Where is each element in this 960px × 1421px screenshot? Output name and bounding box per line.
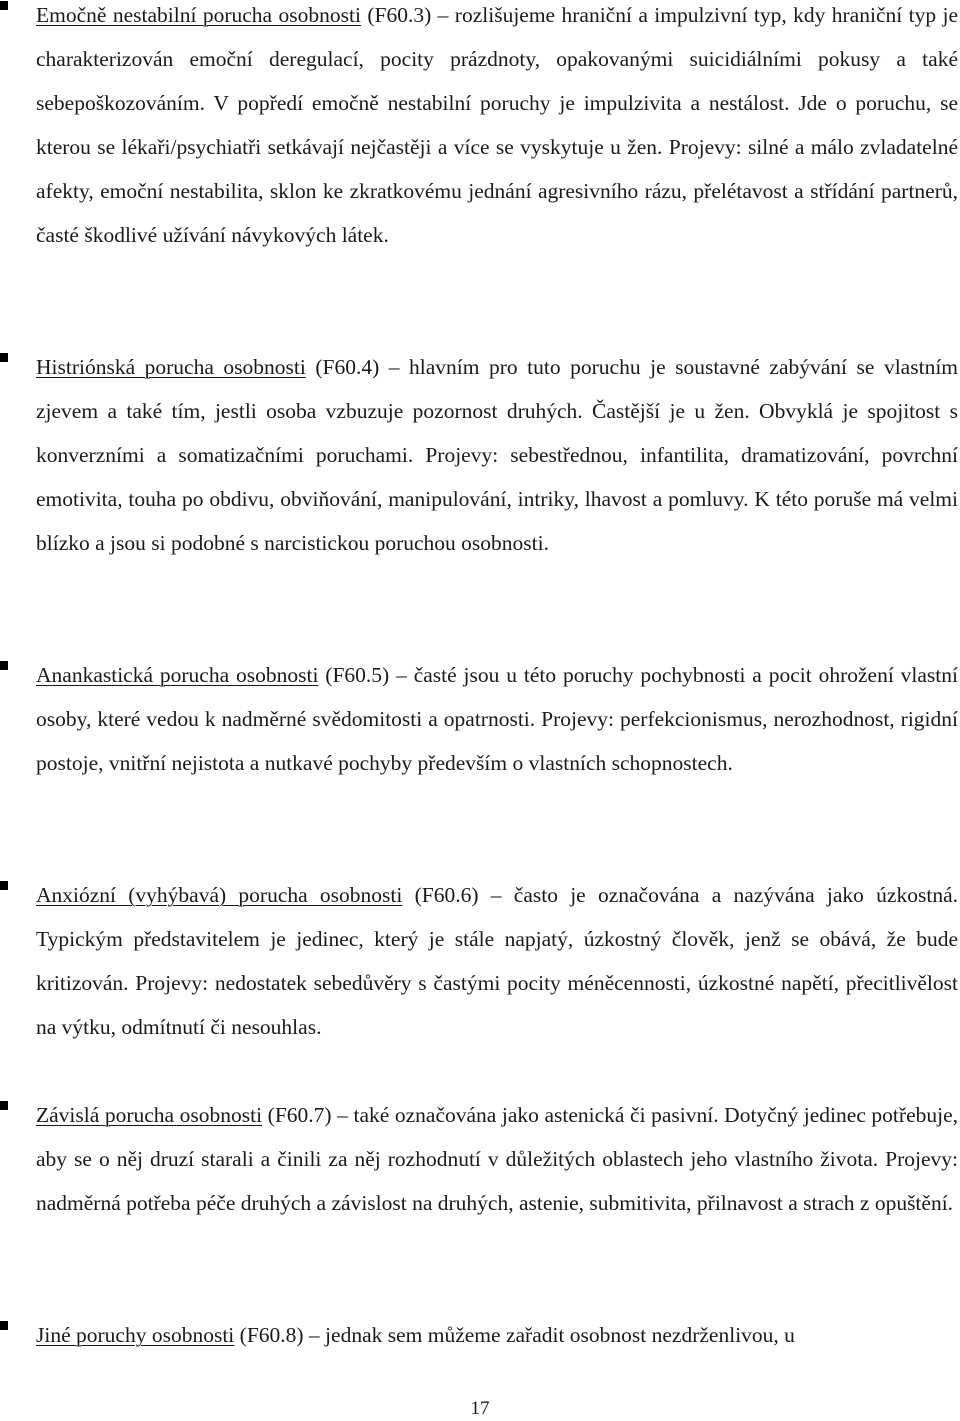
paragraph [36, 873, 958, 1049]
term-heading: Jiné poruchy osobnosti [36, 1323, 235, 1347]
term-heading: Emočně nestabilní porucha osobnosti [36, 3, 361, 27]
term-heading: Anankastická porucha osobnosti [36, 663, 319, 687]
list-item [0, 0, 960, 257]
paragraph [36, 1093, 958, 1225]
list-item [0, 653, 960, 785]
paragraph-body: (F60.8) – jednak sem můžeme zařadit osobnost nezdrženlivou, u [234, 1323, 795, 1347]
bullet-icon [0, 353, 8, 362]
page-number: 17 [470, 1398, 490, 1419]
paragraph [36, 653, 958, 785]
list-item [0, 1313, 960, 1357]
paragraph [36, 0, 958, 257]
paragraph [36, 1313, 958, 1357]
term-heading: Histriónská porucha osobnosti [36, 355, 306, 379]
list-item [0, 873, 960, 1049]
paragraph-body: (F60.3) – rozlišujeme hraniční a impulzivní typ, kdy hraniční typ je charakterizován emoční deregulací, pocity prázdnoty, opakovanými suicidiálními pokusy a také sebepoškozováním. V popředí emočně nestabilní poruchy je impulzivita a nestálost. Jde o poruchu, se kterou se lékaři/psychiatři setkávají nejčastěji a více se vyskytuje u žen. Projevy: silné a málo zvladatelné afekty, emoční nestabilita, sklon ke zkratkovému jednání agresivního rázu, přelétavost a střídání partnerů, časté škodlivé užívání návykových látek. [36, 3, 959, 247]
bullet-icon [0, 1101, 8, 1110]
paragraph-body: (F60.4) – hlavním pro tuto poruchu je soustavné zabývání se vlastním zjevem a také tím, jestli osoba vzbuzuje pozornost druhých. Častější je u žen. Obvyklá je spojitost s konverzními a somatizačními poruchami. Projevy: sebestřednou, infantilita, dramatizování, povrchní emotivita, touha po obdivu, obviňování, manipulování, intriky, lhavost a pomluvy. K této poruše má velmi blízko a jsou si podobné s narcistickou poruchou osobnosti. [36, 355, 959, 555]
term-heading: Anxiózní (vyhýbavá) porucha osobnosti [36, 883, 403, 907]
list-item [0, 345, 960, 565]
list-item [0, 1093, 960, 1225]
paragraph-body: (F60.5) – časté jsou u této poruchy pochybnosti a pocit ohrožení vlastní osoby, které vedou k nadměrné svědomitosti a opatrnosti. Projevy: perfekcionismus, nerozhodnost, rigidní postoje, vnitřní nejistota a nutkavé pochyby především o vlastních schopnostech. [36, 663, 959, 775]
bullet-icon [0, 881, 8, 890]
paragraph-body: (F60.6) – často je označována a nazývána jako úzkostná. Typickým představitelem je jedinec, který je stále napjatý, úzkostný člověk, jenž se obává, že bude kritizován. Projevy: nedostatek sebedůvěry s častými pocity méněcennosti, úzkostné napětí, přecitlivělost na výtku, odmítnutí či nesouhlas. [36, 883, 958, 1039]
paragraph [36, 345, 958, 565]
paragraph-body: (F60.7) – také označována jako astenická či pasivní. Dotyčný jedinec potřebuje, aby se o něj druzí starali a činili za něj rozhodnutí v důležitých oblastech jeho vlastního života. Projevy: nadměrná potřeba péče druhých a závislost na druhých, astenie, submitivita, přilnavost a strach z opuštění. [36, 1103, 958, 1215]
bullet-icon [0, 1321, 8, 1330]
bullet-icon [0, 661, 8, 670]
term-heading: Závislá porucha osobnosti [36, 1103, 263, 1127]
bullet-icon [0, 1, 8, 10]
